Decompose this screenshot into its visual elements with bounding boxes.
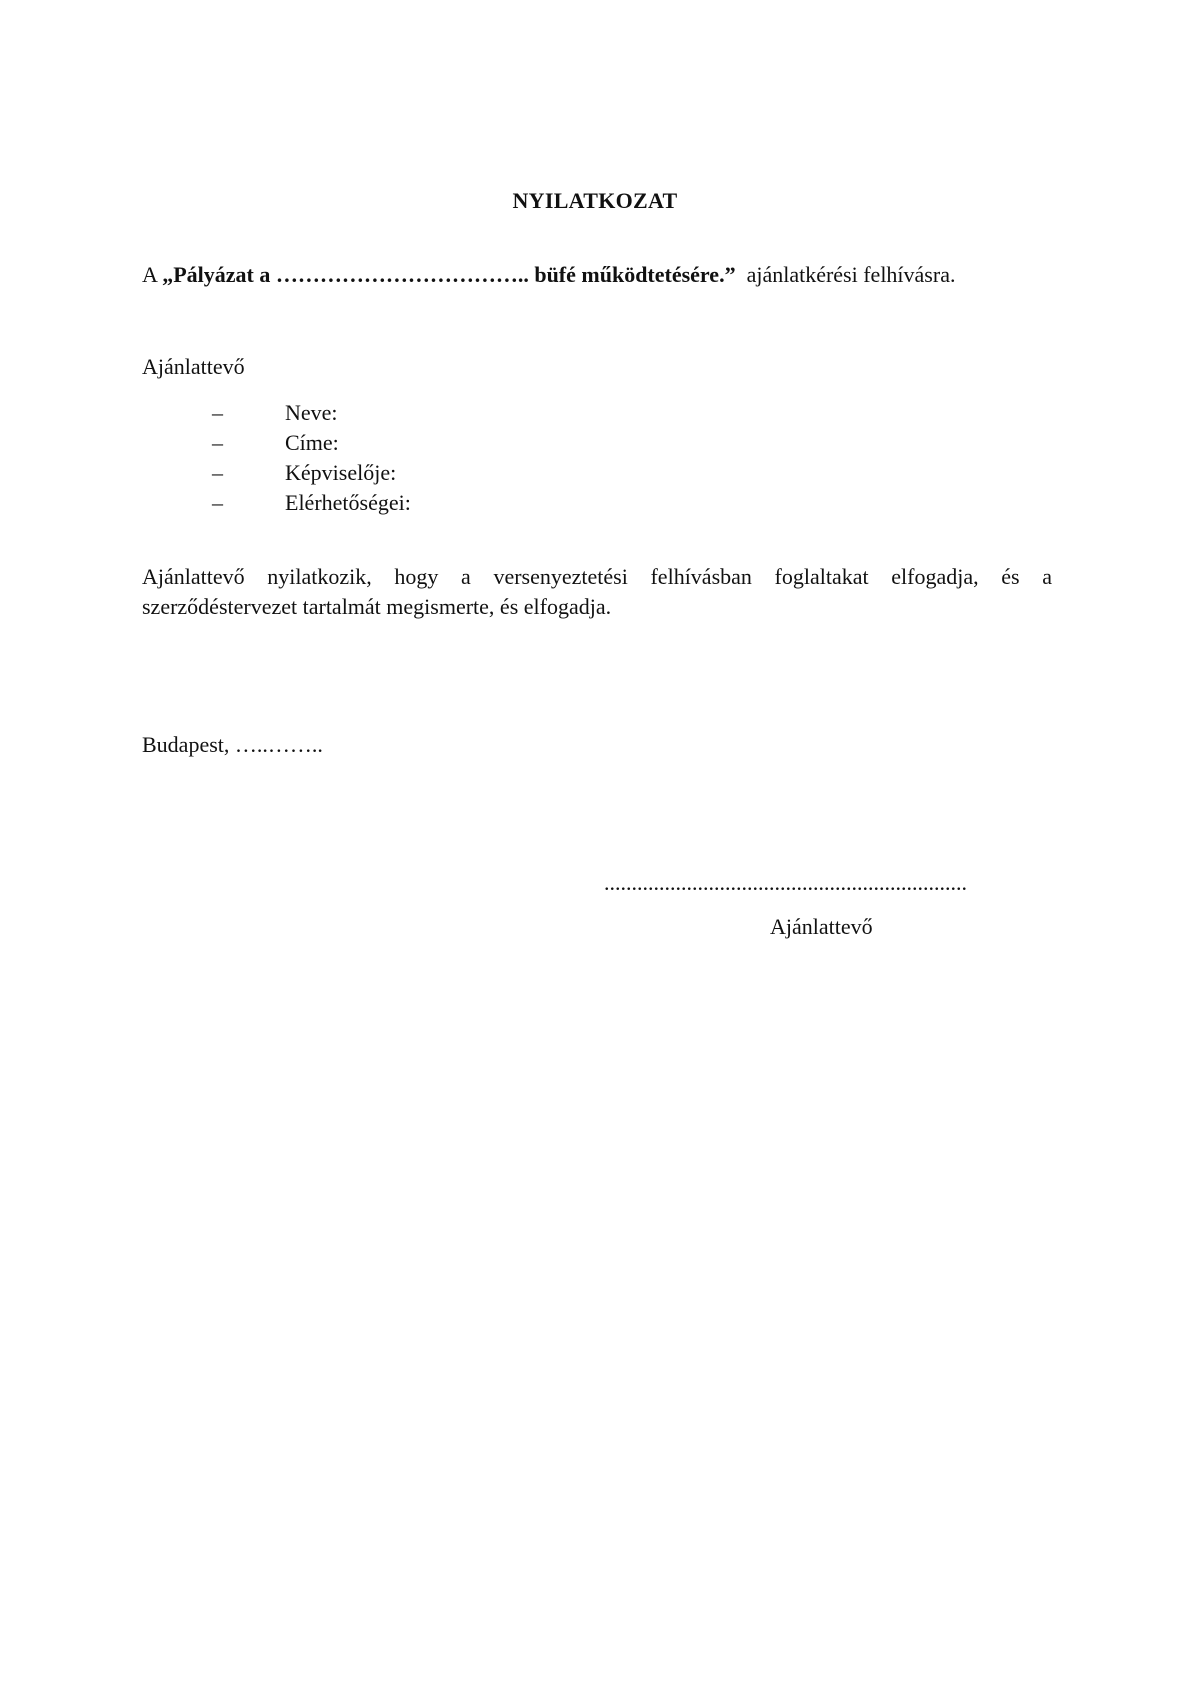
subject-line <box>142 262 955 288</box>
list-dash: – <box>212 460 223 485</box>
subject-prefix: A <box>142 262 157 287</box>
signature-line: .................................................................. <box>604 870 967 895</box>
subject-suffix: ajánlatkérési felhívásra. <box>746 262 956 287</box>
bidder-label: Ajánlattevő <box>142 354 245 379</box>
list-dash: – <box>212 490 223 515</box>
field-label-contacts: Elérhetőségei: <box>285 490 411 515</box>
field-label-address: Címe: <box>285 430 339 455</box>
document-title: NYILATKOZAT <box>512 188 678 213</box>
field-label-name: Neve: <box>285 400 338 425</box>
field-label-representative: Képviselője: <box>285 460 397 485</box>
declaration-statement: Ajánlattevő nyilatkozik, hogy a versenyeztetési felhívásban foglaltakat elfogadja, és a szerződéstervezet tartalmát megismerte, és elfogadja. <box>142 564 1052 619</box>
list-dash: – <box>212 400 223 425</box>
place-date: Budapest, …..…….. <box>142 732 323 757</box>
signature-label: Ajánlattevő <box>770 914 873 939</box>
list-dash: – <box>212 430 223 455</box>
subject-bold-title: „Pályázat a …………………………….. büfé működtetésére.” <box>162 262 736 287</box>
